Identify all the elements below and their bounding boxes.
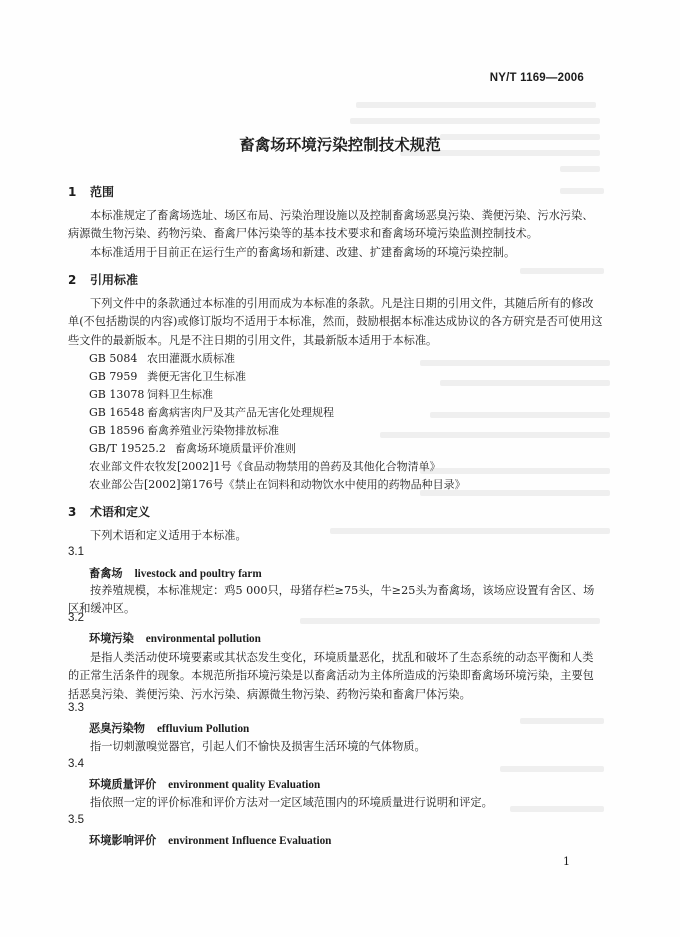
section-title: 术语和定义 <box>90 505 151 519</box>
term-definition: 按养殖规模，本标准规定：鸡5 000只，母猪存栏≥75头，牛≥25头为畜禽场，该场应设置有舍区、场区和缓冲区。 <box>68 584 595 616</box>
term-definition: 指依照一定的评价标准和评价方法对一定区域范围内的环境质量进行说明和评定。 <box>90 796 493 809</box>
reference-item <box>89 386 213 402</box>
reference-notice: 农业部公告[2002]第176号《禁止在饲料和动物饮水中使用的药物品种目录》 <box>89 478 466 491</box>
reference-name: 粪便无害化卫生标准 <box>147 370 246 383</box>
normative-references-intro: 下列文件中的条款通过本标准的引用而成为本标准的条款。凡是注日期的引用文件，其随后所有的修改单(不包括勘误的内容)或修订版均不适用于本标准，然而，鼓励根据本标准达成协议的各方研究是否可使用这些文件的最新版本。凡是不注日期的引用文件，其最新版本适用于本标准。 <box>68 297 603 347</box>
reference-code: GB 5084 <box>89 352 138 365</box>
bleed-through-mark <box>380 432 610 438</box>
section-title: 引用标准 <box>90 273 139 287</box>
reference-name: 畜禽养殖业污染物排放标准 <box>147 424 279 437</box>
reference-name: 农田灌溉水质标准 <box>147 352 235 365</box>
reference-code: GB 7959 <box>89 370 138 383</box>
section-3-heading <box>68 503 150 520</box>
term-number: 3.1 <box>68 546 84 558</box>
reference-name: 畜禽场环境质量评价准则 <box>175 442 296 455</box>
section-number: 2 <box>68 273 77 287</box>
scope-paragraph: 本标准规定了畜禽场选址、场区布局、污染治理设施以及控制畜禽场恶臭污染、粪便污染、污水污染、病源微生物污染、药物污染、畜禽尸体污染等的基本技术要求和畜禽场环境污染监测控制技术。 <box>68 209 594 241</box>
term-number: 3.3 <box>68 702 84 714</box>
term-english: effluvium Pollution <box>156 723 250 735</box>
bleed-through-mark <box>560 188 604 194</box>
document-code: NY/T 1169—2006 <box>489 72 584 84</box>
section-number: 1 <box>68 185 77 199</box>
section-number: 3 <box>68 505 77 519</box>
term-english: environmental pollution <box>145 633 261 645</box>
term-english: livestock and poultry farm <box>134 568 262 580</box>
term-chinese: 畜禽场 <box>89 567 123 580</box>
term-chinese: 环境污染 <box>89 632 134 645</box>
bleed-through-mark <box>500 766 604 772</box>
term-definition: 是指人类活动使环境要素或其状态发生变化，环境质量恶化，扰乱和破坏了生态系统的动态平衡和人类的正常生活条件的现象。本规范所指环境污染是以畜禽活动为主体所造成的污染即畜禽场环境污染，主要包括恶臭污染、粪便污染、污水污染、病源微生物污染、药物污染和畜禽尸体污染。 <box>68 651 594 701</box>
bleed-through-mark <box>520 718 604 724</box>
bleed-through-mark <box>356 102 596 108</box>
reference-code: GB 18596 <box>89 424 145 437</box>
term-heading <box>89 776 320 792</box>
term-english: environment quality Evaluation <box>168 779 321 791</box>
section-2-heading <box>68 271 138 288</box>
term-chinese: 环境影响评价 <box>89 834 157 847</box>
bleed-through-mark <box>440 380 610 386</box>
term-definition: 指一切刺激嗅觉器官，引起人们不愉快及损害生活环境的气体物质。 <box>90 740 426 753</box>
bleed-through-mark <box>430 412 610 418</box>
page-title: 畜禽场环境污染控制技术规范 <box>239 136 441 154</box>
bleed-through-mark <box>520 268 604 274</box>
reference-item <box>89 440 296 456</box>
term-heading <box>89 565 262 581</box>
term-heading <box>89 630 261 646</box>
bleed-through-mark <box>420 468 610 474</box>
term-number: 3.2 <box>68 612 84 624</box>
scope-applicability-paragraph: 本标准适用于目前正在运行生产的畜禽场和新建、改建、扩建畜禽场的环境污染控制。 <box>90 246 516 259</box>
bleed-through-mark <box>350 118 600 124</box>
reference-name: 畜禽病害肉尸及其产品无害化处理规程 <box>147 406 334 419</box>
section-1-heading <box>68 183 114 200</box>
term-number: 3.4 <box>68 758 84 770</box>
reference-item <box>89 350 235 366</box>
term-number: 3.5 <box>68 814 84 826</box>
reference-item <box>89 404 334 420</box>
section-title: 范围 <box>90 185 115 199</box>
reference-code: GB 13078 <box>89 388 145 401</box>
reference-name: 饲料卫生标准 <box>147 388 213 401</box>
term-chinese: 恶臭污染物 <box>89 722 145 735</box>
terms-intro: 下列术语和定义适用于本标准。 <box>90 529 247 542</box>
term-chinese: 环境质量评价 <box>89 778 157 791</box>
reference-code: GB 16548 <box>89 406 145 419</box>
term-english: environment Influence Evaluation <box>168 835 332 847</box>
bleed-through-mark <box>300 618 600 624</box>
reference-notice: 农业部文件农牧发[2002]1号《食品动物禁用的兽药及其他化合物清单》 <box>89 460 441 473</box>
term-heading <box>89 832 331 848</box>
term-heading <box>89 720 249 736</box>
bleed-through-mark <box>420 360 610 366</box>
reference-item <box>89 368 246 384</box>
reference-code: GB/T 19525.2 <box>89 442 166 455</box>
bleed-through-mark <box>560 166 600 172</box>
reference-item <box>89 422 279 438</box>
page-number: 1 <box>563 855 570 868</box>
